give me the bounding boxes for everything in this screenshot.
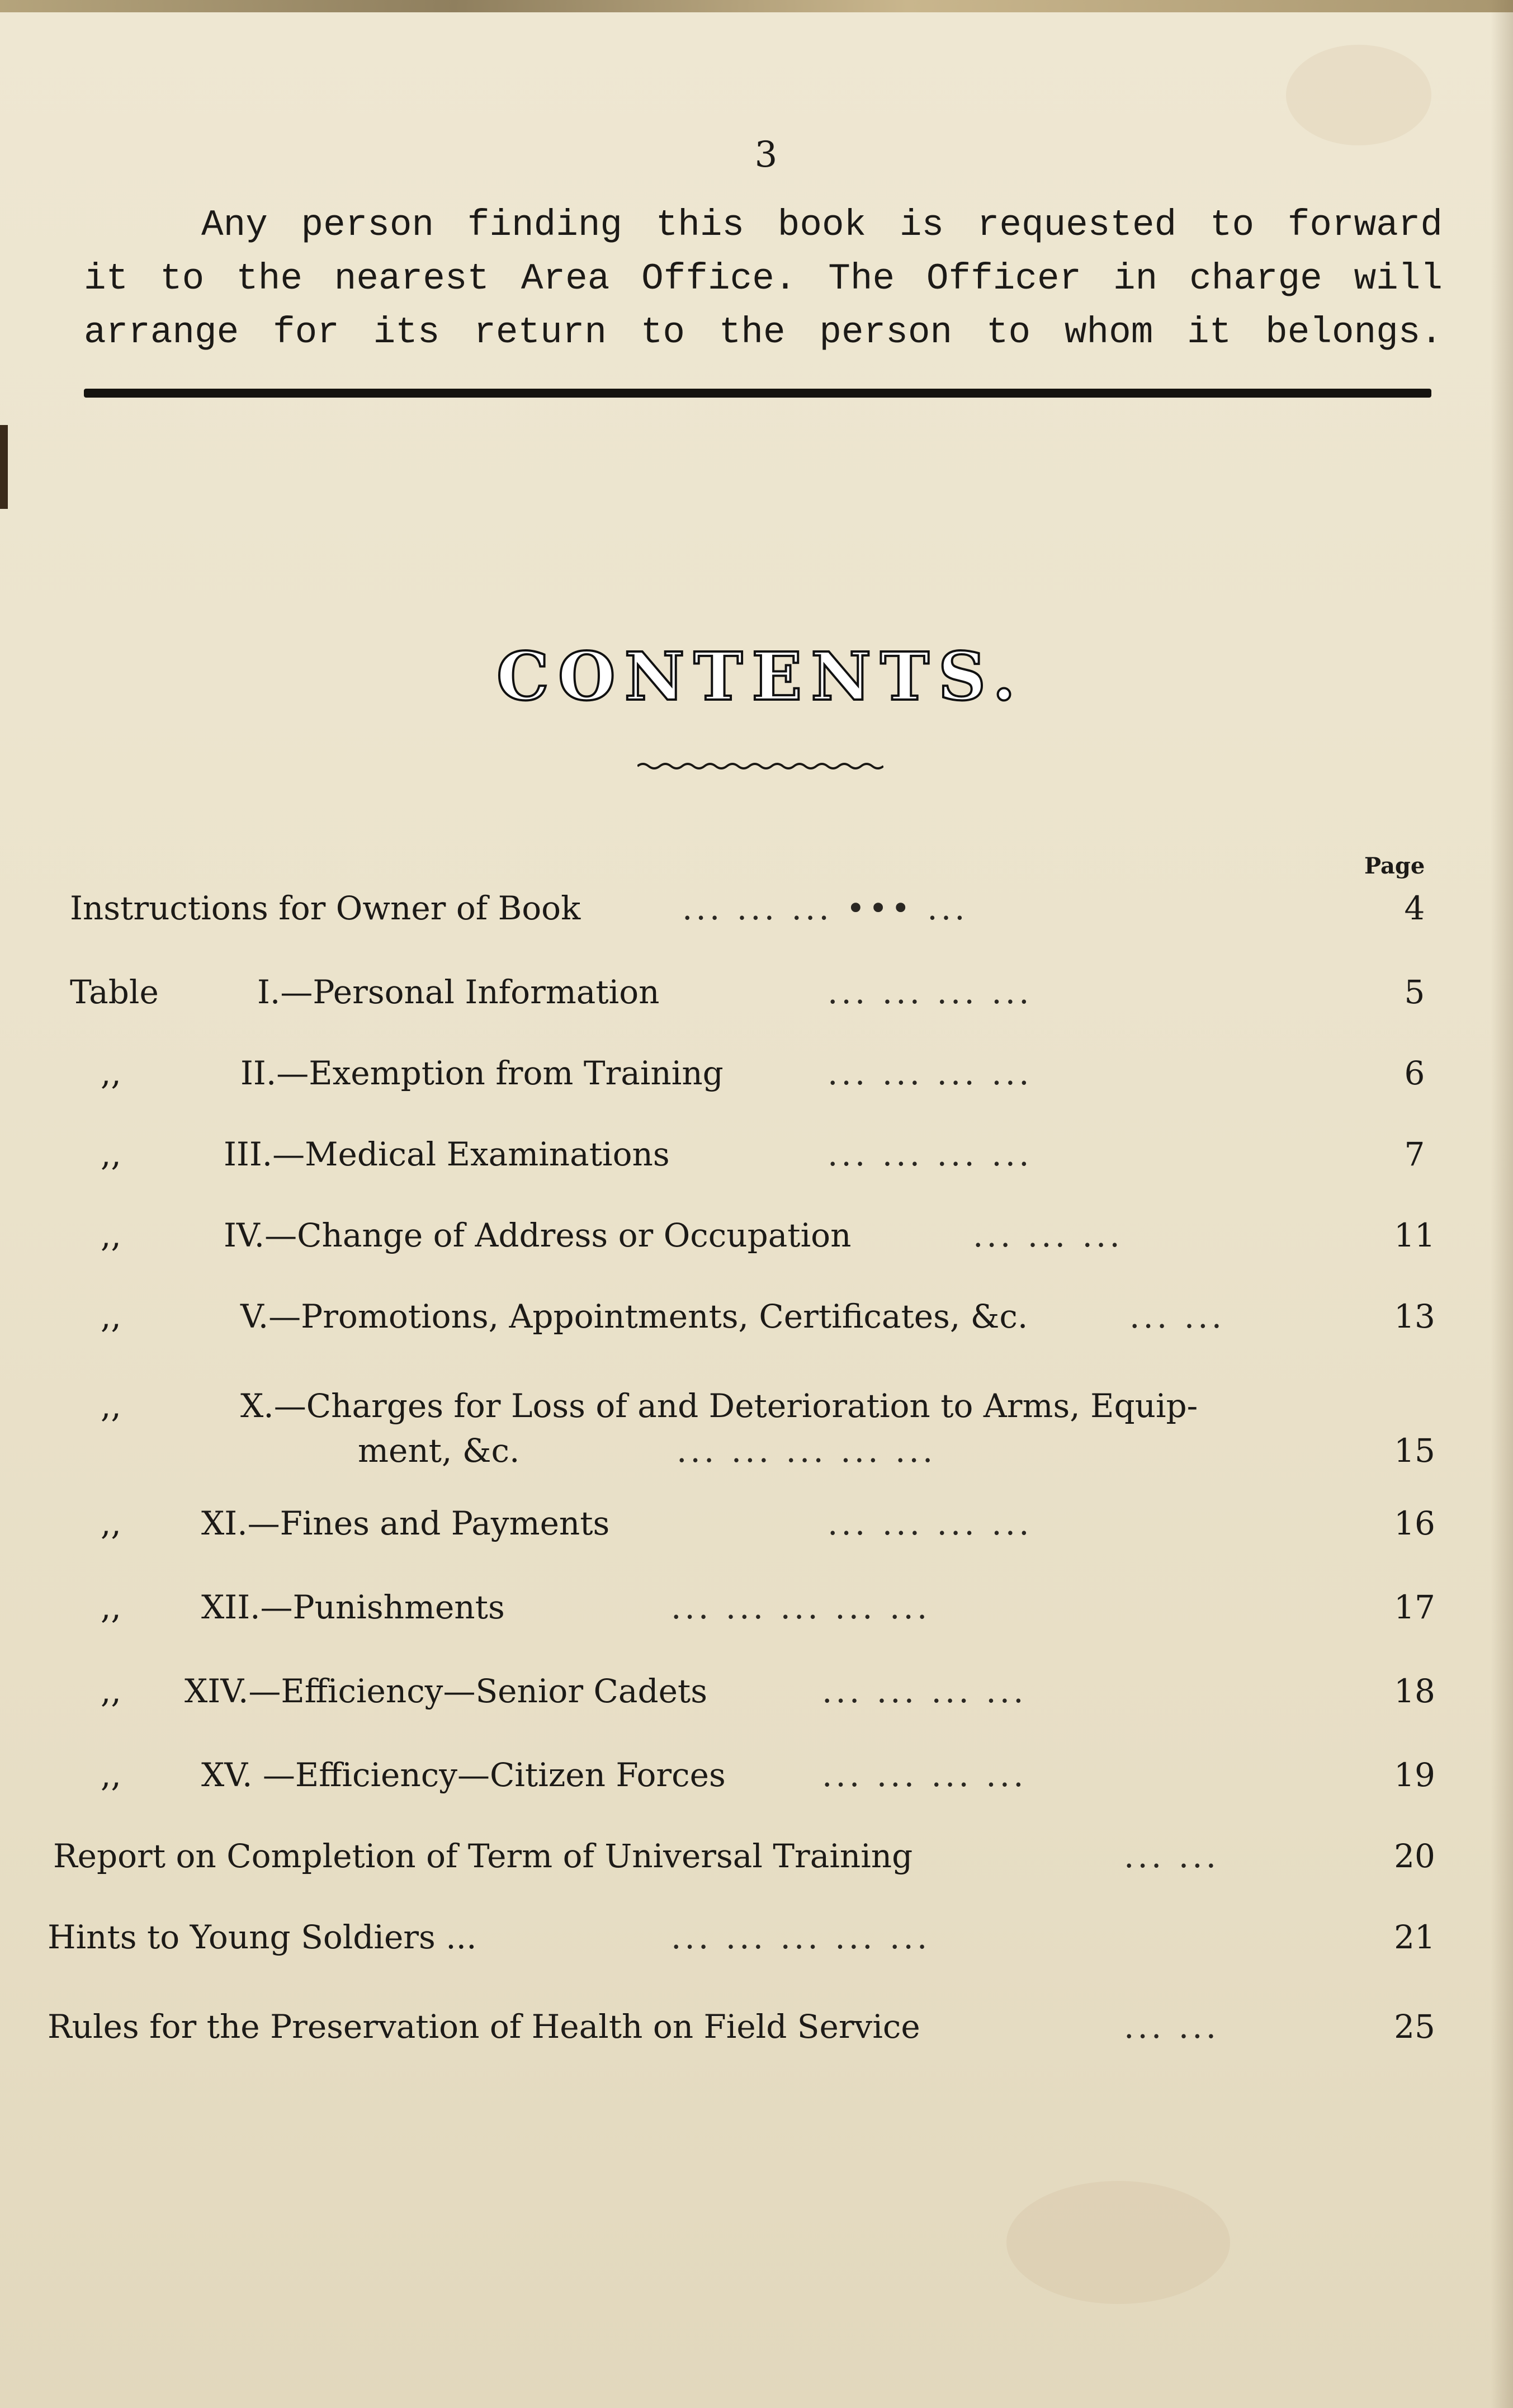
toc-entry-prefix: ,, — [101, 1135, 121, 1173]
toc-entry-prefix: ,, — [101, 1588, 121, 1626]
toc-entry-page-number: 6 — [1404, 1054, 1425, 1092]
toc-entry-leader-dots: ... ... — [1124, 1837, 1220, 1875]
toc-entry-leader-dots: ... ... ... — [973, 1216, 1123, 1254]
toc-entry-title: Report on Completion of Term of Universal Training — [53, 1837, 913, 1875]
toc-entry — [0, 889, 1513, 934]
toc-entry — [0, 1216, 1513, 1261]
page-number: 3 — [754, 134, 778, 176]
toc-entry — [0, 1135, 1513, 1180]
toc-entry — [0, 1054, 1513, 1099]
toc-entry-title: V.—Promotions, Appointments, Certificates, &c. — [240, 1297, 1028, 1335]
toc-entry — [0, 1918, 1513, 1963]
toc-entry-leader-dots: ... ... — [1129, 1297, 1226, 1335]
toc-entry-leader-dots: ... ... ... ... — [822, 1756, 1027, 1794]
toc-entry-title: Hints to Young Soldiers ... — [48, 1918, 477, 1956]
toc-entry-prefix: ,, — [101, 1756, 121, 1794]
notice-line-3: arrange for its return to the person to whom it belongs. — [84, 311, 1443, 353]
toc-entry-prefix: ,, — [101, 1054, 121, 1092]
notice-line-2: it to the nearest Area Office. The Officer in charge will — [84, 258, 1443, 300]
toc-entry-page-number: 5 — [1404, 973, 1425, 1011]
toc-entry — [0, 1387, 1513, 1470]
toc-entry-leader-dots: ... ... ... ... — [828, 1504, 1033, 1542]
toc-entry-leader-dots: ... ... ... ... — [828, 1135, 1033, 1173]
toc-entry-title: I.—Personal Information — [257, 973, 660, 1011]
toc-entry-leader-dots: ... ... ... ... ... — [671, 1588, 931, 1626]
toc-entry-page-number: 19 — [1394, 1756, 1435, 1794]
toc-entry-page-number: 17 — [1394, 1588, 1435, 1626]
toc-entry-page-number: 4 — [1404, 889, 1425, 927]
toc-entry-prefix: ,, — [101, 1387, 121, 1425]
toc-entry — [0, 1297, 1513, 1342]
toc-entry-prefix: ,, — [101, 1504, 121, 1542]
toc-entry-prefix: ,, — [101, 1672, 121, 1710]
toc-entry-prefix: ,, — [101, 1216, 121, 1254]
toc-entry — [0, 1672, 1513, 1717]
toc-entry-title: X.—Charges for Loss of and Deterioration to Arms, Equip- — [240, 1387, 1198, 1425]
toc-entry-leader-dots: ... ... ... ... — [828, 1054, 1033, 1092]
toc-entry — [0, 2008, 1513, 2052]
toc-entry-page-number: 7 — [1404, 1135, 1425, 1173]
toc-entry-page-number: 20 — [1394, 1837, 1435, 1875]
toc-entry — [0, 973, 1513, 1018]
toc-entry-title: IV.—Change of Address or Occupation — [224, 1216, 852, 1254]
toc-entry-prefix: Table — [70, 973, 159, 1011]
toc-entry-page-number: 11 — [1394, 1216, 1435, 1254]
toc-entry-title: XI.—Fines and Payments — [201, 1504, 610, 1542]
page-column-label: Page — [1364, 853, 1425, 879]
toc-entry-title-continuation: ment, &c. — [358, 1432, 520, 1470]
toc-entry-leader-dots: ... ... ... ... — [822, 1672, 1027, 1710]
toc-entry-prefix: ,, — [101, 1297, 121, 1335]
toc-entry-page-number: 21 — [1394, 1918, 1435, 1956]
toc-entry-leader-dots: ... ... ... ••• ... — [682, 889, 968, 927]
toc-entry-title: Rules for the Preservation of Health on Field Service — [48, 2008, 920, 2046]
toc-entry-title: XII.—Punishments — [201, 1588, 505, 1626]
toc-entry-title: XV. —Efficiency—Citizen Forces — [201, 1756, 726, 1794]
toc-entry-page-number: 13 — [1394, 1297, 1435, 1335]
toc-entry-page-number: 25 — [1394, 2008, 1435, 2046]
toc-entry-page-number: 18 — [1394, 1672, 1435, 1710]
toc-entry-page-number: 15 — [1394, 1432, 1435, 1470]
toc-entry — [0, 1756, 1513, 1801]
toc-entry-leader-dots: ... ... ... ... ... — [677, 1432, 937, 1470]
toc-entry — [0, 1588, 1513, 1633]
toc-entry-leader-dots: ... ... ... ... — [828, 973, 1033, 1011]
toc-entry-leader-dots: ... ... ... ... ... — [671, 1918, 931, 1956]
toc-entry-leader-dots: ... ... — [1124, 2008, 1220, 2046]
toc-entry — [0, 1837, 1513, 1882]
notice-line-1: Any person finding this book is requested to forward — [201, 204, 1443, 246]
contents-heading: CONTENTS. — [496, 638, 1025, 715]
toc-entry-title: Instructions for Owner of Book — [70, 889, 581, 927]
toc-entry-title: III.—Medical Examinations — [224, 1135, 670, 1173]
toc-entry-page-number: 16 — [1394, 1504, 1435, 1542]
toc-entry-title: II.—Exemption from Training — [240, 1054, 724, 1092]
toc-entry — [0, 1504, 1513, 1549]
toc-entry-title: XIV.—Efficiency—Senior Cadets — [185, 1672, 707, 1710]
